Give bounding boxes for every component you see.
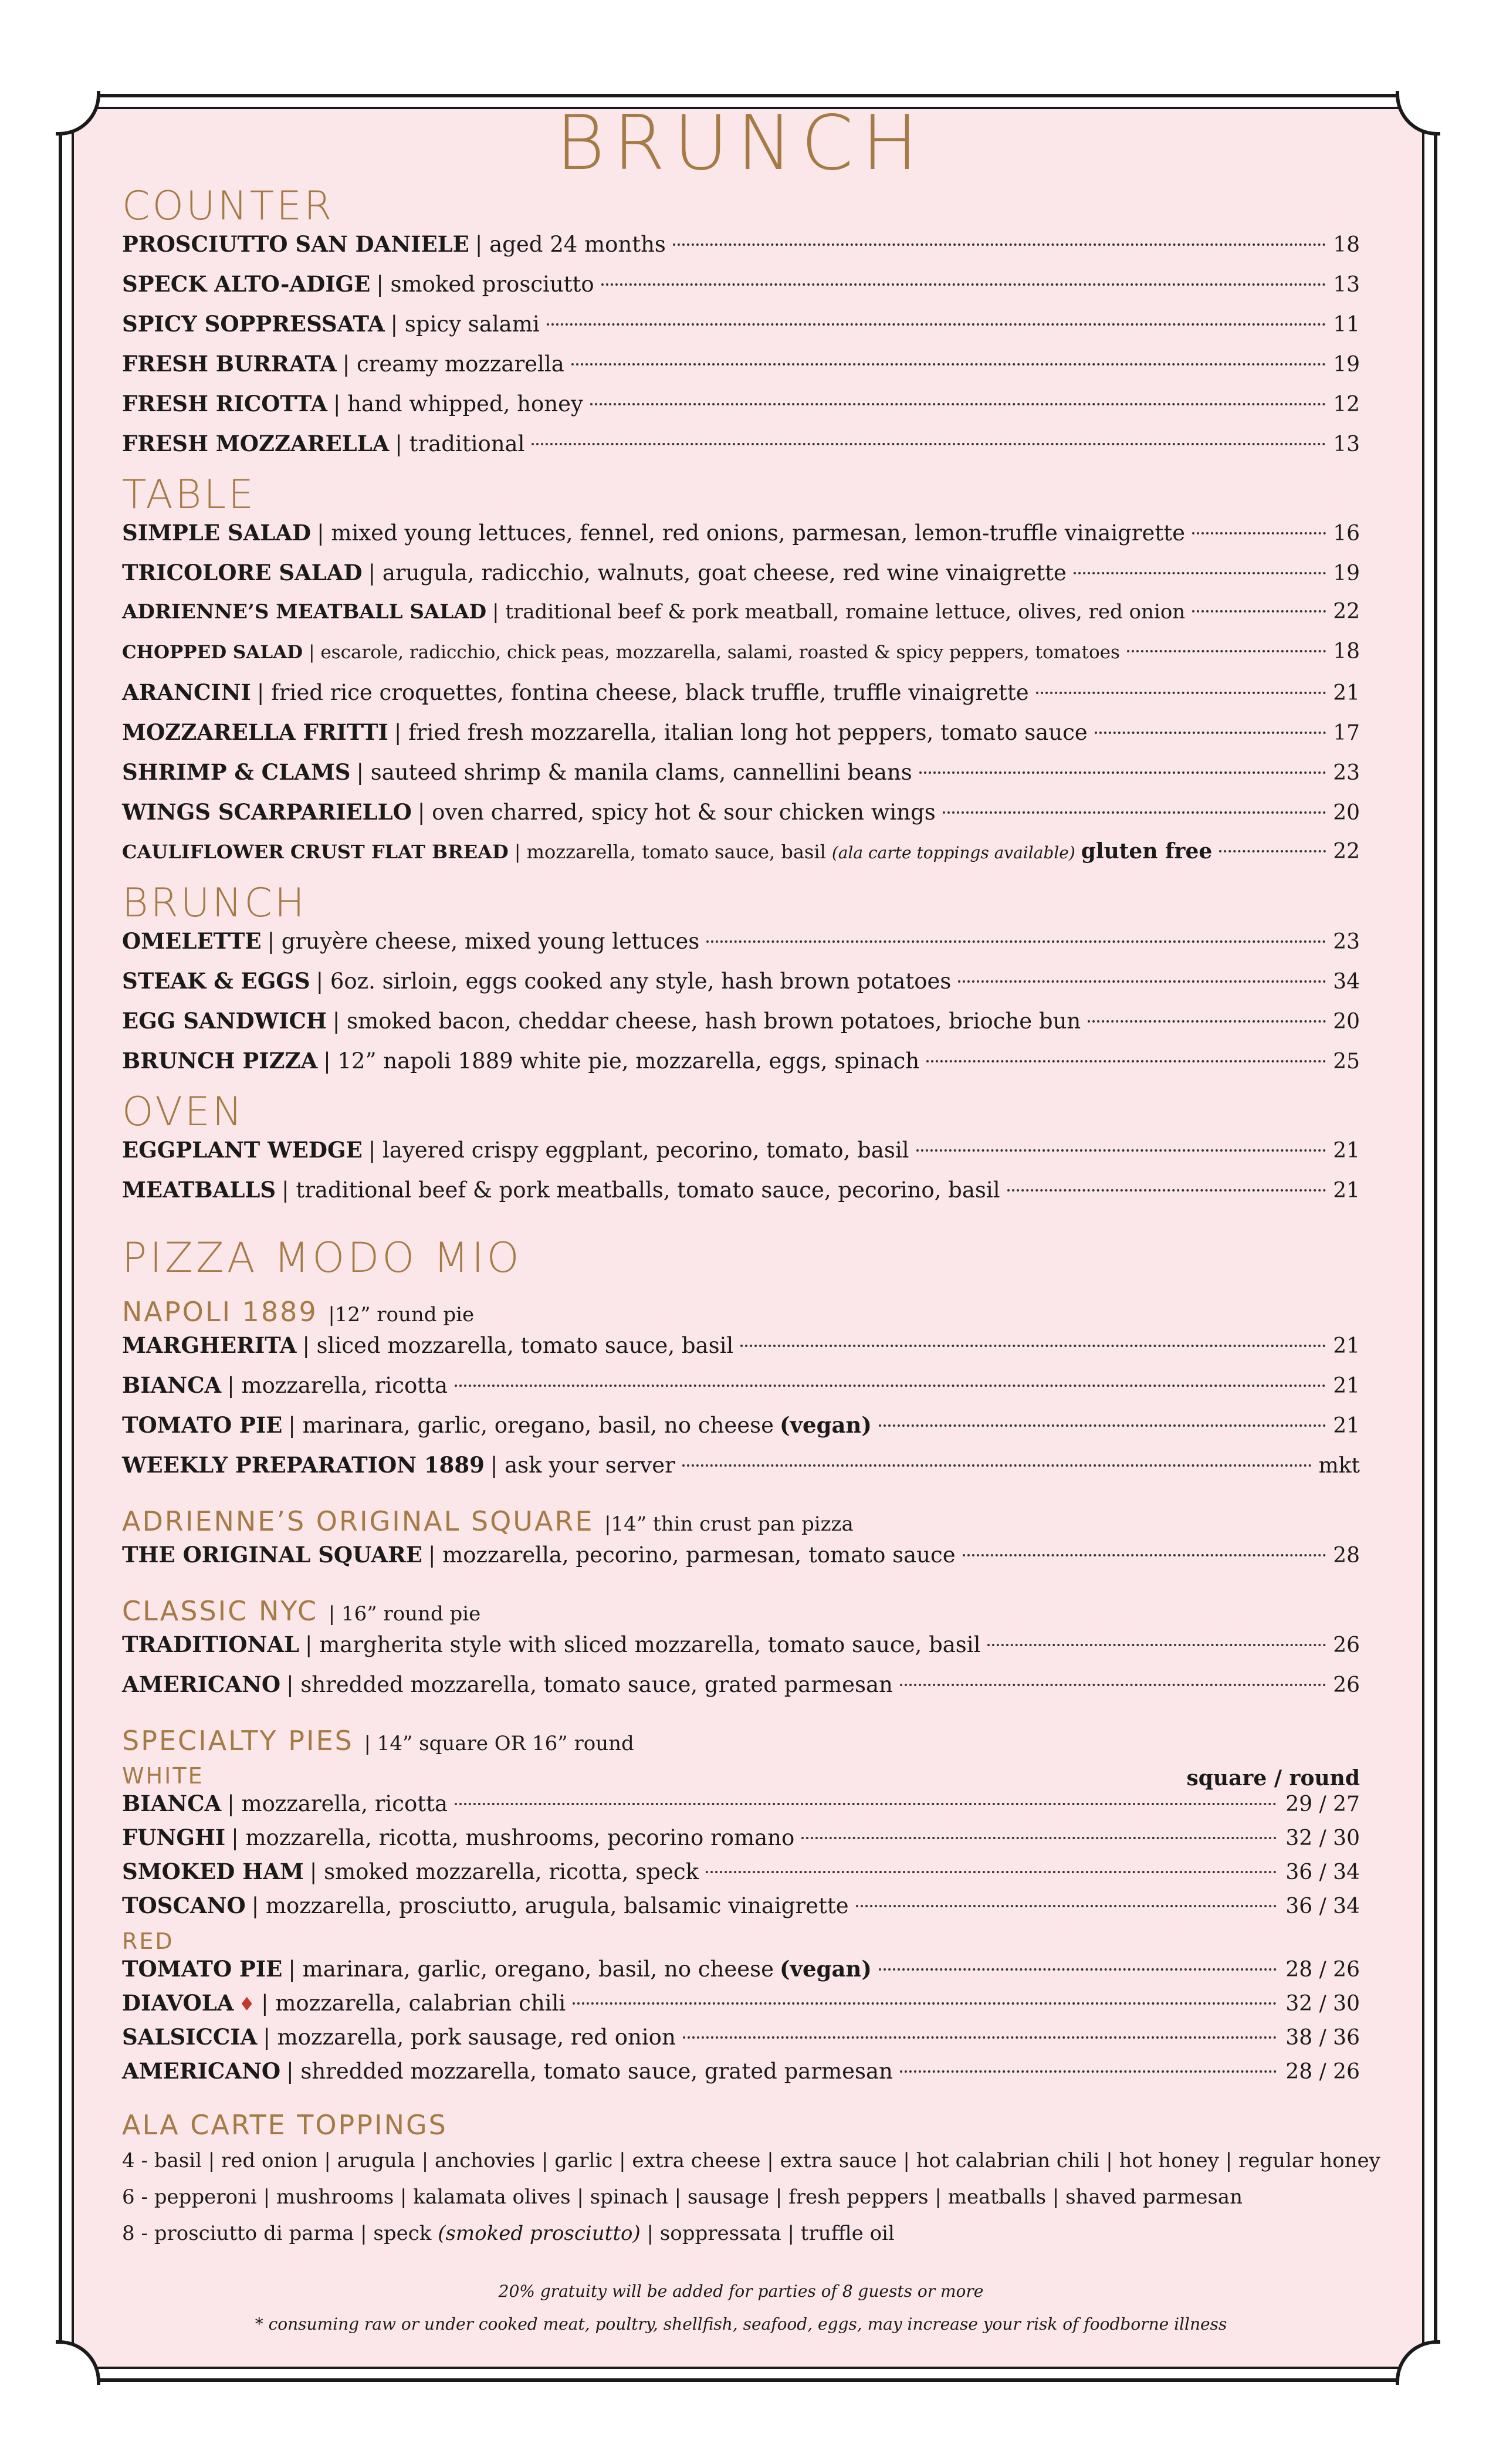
item-name: DIAVOLA	[122, 1990, 234, 2016]
vegan-tag: (vegan)	[780, 1412, 872, 1438]
item-name: AMERICANO	[122, 1671, 281, 1697]
nyc-heading: CLASSIC NYC	[122, 1595, 319, 1627]
item-price: 18	[1333, 639, 1360, 664]
menu-item	[122, 1956, 1360, 1990]
dot-leader	[601, 283, 1326, 286]
item-description: | smoked mozzarella, ricotta, speck	[309, 1859, 699, 1884]
item-description: | traditional beef & pork meatballs, tomato sauce, pecorino, basil	[282, 1177, 1000, 1203]
item-name: TRADITIONAL	[122, 1632, 299, 1657]
item-price: 26	[1333, 1673, 1360, 1697]
toppings-line-4: 4 - basil | red onion | arugula | anchovies | garlic | extra cheese | extra sauce | hot calabrian chili | hot honey | regular honey	[122, 2149, 1380, 2172]
subheading-napoli	[122, 1294, 1360, 1332]
napoli-note: |12” round pie	[328, 1303, 475, 1326]
dot-leader	[682, 1464, 1312, 1467]
item-name: SPECK ALTO-ADIGE	[122, 271, 371, 297]
item-description: | mozzarella, calabrian chili	[261, 1991, 566, 2016]
item-description: | mixed young lettuces, fennel, red onions, parmesan, lemon-truffle vinaigrette	[317, 520, 1186, 546]
menu-item	[122, 799, 1360, 839]
menu-item	[122, 968, 1360, 1008]
dot-leader	[1127, 650, 1326, 652]
section-heading-counter: COUNTER	[122, 183, 334, 229]
item-name: MEATBALLS	[122, 1177, 276, 1203]
item-description: | creamy mozzarella	[342, 351, 564, 377]
menu-item	[122, 351, 1360, 391]
item-price: 23	[1333, 761, 1360, 785]
white-label: WHITE	[122, 1763, 204, 1789]
menu-item	[122, 1671, 1360, 1711]
square-note: |14” thin crust pan pizza	[604, 1512, 854, 1536]
item-price: 13	[1333, 432, 1360, 456]
white-pies-list	[122, 1791, 1360, 1927]
item-name: ADRIENNE’S MEATBALL SALAD	[122, 600, 487, 624]
item-name: BRUNCH PIZZA	[122, 1048, 318, 1074]
item-name: TOMATO PIE	[122, 1412, 283, 1438]
dot-leader	[879, 1424, 1326, 1427]
item-description: | mozzarella, ricotta, mushrooms, pecorino romano	[231, 1825, 795, 1850]
item-description: | marinara, garlic, oregano, basil, no cheese	[288, 1413, 774, 1438]
item-description: | mozzarella, tomato sauce, basil	[514, 841, 826, 863]
menu-item	[122, 2058, 1360, 2092]
item-price: 34	[1333, 970, 1360, 994]
item-price: 21	[1333, 681, 1360, 705]
dot-leader	[573, 2002, 1277, 2005]
dot-leader	[1095, 732, 1326, 734]
oven-list	[122, 1137, 1360, 1217]
gratuity-note: 20% gratuity will be added for parties of 8 guests or more	[498, 2282, 984, 2301]
menu-item	[122, 1177, 1360, 1217]
item-description: | layered crispy eggplant, pecorino, tomato, basil	[368, 1138, 909, 1163]
item-name: BIANCA	[122, 1791, 222, 1816]
menu-item	[122, 1542, 1360, 1582]
red-pies-list	[122, 1956, 1360, 2092]
item-price: 16	[1333, 522, 1360, 546]
item-name: FRESH MOZZARELLA	[122, 431, 390, 456]
item-price: 20	[1333, 801, 1360, 825]
item-name: SIMPLE SALAD	[122, 520, 312, 546]
item-price: 28 / 26	[1285, 1958, 1360, 1982]
item-price: 22	[1333, 840, 1360, 864]
item-name: STEAK & EGGS	[122, 968, 310, 994]
item-description: | sauteed shrimp & manila clams, cannellini beans	[356, 760, 912, 785]
menu-item	[122, 719, 1360, 759]
food-safety-warning: * consuming raw or under cooked meat, poultry, shellfish, seafood, eggs, may increase your risk of foodborne illness	[255, 2314, 1227, 2334]
dot-leader	[801, 1837, 1277, 1839]
item-price: mkt	[1318, 1454, 1360, 1478]
item-description: | fried rice croquettes, fontina cheese, black truffle, truffle vinaigrette	[256, 680, 1029, 705]
section-heading-oven: OVEN	[122, 1089, 245, 1135]
napoli-heading: NAPOLI 1889	[122, 1296, 318, 1328]
menu-item	[122, 1791, 1360, 1825]
menu-title: BRUNCH	[556, 100, 926, 187]
dot-leader	[571, 363, 1326, 365]
item-name: CAULIFLOWER CRUST FLAT BREAD	[122, 841, 509, 863]
item-price: 25	[1333, 1050, 1360, 1074]
dot-leader	[683, 2036, 1277, 2039]
item-price: 18	[1333, 233, 1360, 257]
menu-item	[122, 1137, 1360, 1177]
item-price: 38 / 36	[1285, 2026, 1360, 2050]
menu-item	[122, 1632, 1360, 1671]
item-description: | sliced mozzarella, tomato sauce, basil	[302, 1333, 734, 1358]
item-name: WEEKLY PREPARATION 1889	[122, 1452, 485, 1478]
item-name: SHRIMP & CLAMS	[122, 759, 351, 785]
dot-leader	[900, 2070, 1277, 2073]
menu-item	[122, 560, 1360, 600]
dot-leader	[879, 1968, 1277, 1971]
item-price: 23	[1333, 930, 1360, 954]
item-name: FRESH BURRATA	[122, 351, 337, 377]
item-price: 21	[1333, 1179, 1360, 1203]
subheading-specialty-pies	[122, 1723, 1360, 1761]
menu-item	[122, 1990, 1360, 2024]
dot-leader	[1192, 532, 1326, 534]
dot-leader	[673, 243, 1326, 246]
spacer	[122, 2252, 1360, 2275]
subheading-toppings: ALA CARTE TOPPINGS	[122, 2109, 448, 2141]
item-price: 21	[1333, 1334, 1360, 1358]
item-name: SPICY SOPPRESSATA	[122, 311, 385, 337]
item-price: 21	[1333, 1414, 1360, 1438]
item-price: 22	[1333, 600, 1360, 624]
section-heading-brunch: BRUNCH	[122, 880, 307, 926]
white-header	[122, 1761, 1360, 1791]
item-description: | escarole, radicchio, chick peas, mozzarella, salami, roasted & spicy peppers, tomatoes	[309, 642, 1120, 663]
item-description: | arugula, radicchio, walnuts, goat cheese, red wine vinaigrette	[368, 560, 1067, 585]
item-description: | aged 24 months	[475, 232, 666, 257]
dot-leader	[1219, 850, 1326, 852]
menu-item	[122, 759, 1360, 799]
item-price: 32 / 30	[1285, 1826, 1360, 1850]
item-name: TRICOLORE SALAD	[122, 560, 363, 585]
item-price: 19	[1333, 353, 1360, 377]
square-heading: ADRIENNE’S ORIGINAL SQUARE	[122, 1505, 594, 1537]
item-name: MOZZARELLA FRITTI	[122, 719, 388, 745]
vegan-tag: (vegan)	[780, 1956, 872, 1982]
price-column-header: square / round	[1186, 1766, 1360, 1791]
item-name: CHOPPED SALAD	[122, 642, 303, 663]
item-description: | traditional	[395, 431, 525, 456]
menu-item	[122, 311, 1360, 351]
item-description: | oven charred, spicy hot & sour chicken wings	[417, 800, 936, 825]
item-price: 20	[1333, 1010, 1360, 1034]
item-description: | shredded mozzarella, tomato sauce, grated parmesan	[286, 1672, 893, 1697]
item-description: | mozzarella, ricotta	[227, 1791, 448, 1816]
dot-leader	[919, 771, 1326, 774]
subheading-classic-nyc	[122, 1593, 1360, 1632]
item-name: PROSCIUTTO SAN DANIELE	[122, 231, 469, 257]
item-description: | mozzarella, prosciutto, arugula, balsamic vinaigrette	[251, 1893, 849, 1918]
menu-item	[122, 600, 1360, 639]
menu-content	[122, 94, 1380, 2341]
item-price: 13	[1333, 273, 1360, 297]
dot-leader	[1007, 1189, 1326, 1192]
dot-leader	[1088, 1020, 1326, 1023]
menu-item	[122, 431, 1360, 471]
item-price: 12	[1333, 392, 1360, 417]
nyc-note: | 16” round pie	[328, 1602, 481, 1626]
item-description: | smoked bacon, cheddar cheese, hash brown potatoes, brioche bun	[332, 1008, 1081, 1034]
item-name: TOSCANO	[122, 1893, 246, 1918]
item-name: WINGS SCARPARIELLO	[122, 799, 412, 825]
menu-item	[122, 839, 1360, 879]
item-name: EGGPLANT WEDGE	[122, 1137, 363, 1163]
section-heading-pizza: PIZZA MODO MIO	[122, 1234, 522, 1282]
item-description: | mozzarella, pecorino, parmesan, tomato sauce	[428, 1542, 956, 1568]
item-name: ARANCINI	[122, 679, 251, 705]
menu-item	[122, 1008, 1360, 1048]
specialty-heading: SPECIALTY PIES	[122, 1725, 354, 1756]
napoli-list	[122, 1332, 1360, 1492]
dot-leader	[706, 940, 1326, 943]
item-description: | spicy salami	[390, 312, 540, 337]
item-price: 28	[1333, 1544, 1360, 1568]
item-name: SMOKED HAM	[122, 1859, 304, 1884]
item-description: | gruyère cheese, mixed young lettuces	[267, 929, 700, 954]
dot-leader	[1192, 610, 1326, 612]
menu-item	[122, 520, 1360, 560]
brunch-list	[122, 928, 1360, 1088]
menu-item	[122, 1412, 1360, 1452]
item-name: SALSICCIA	[122, 2024, 258, 2050]
item-note: (ala carte toppings available)	[831, 843, 1075, 862]
item-price: 28 / 26	[1285, 2060, 1360, 2084]
item-price: 11	[1333, 313, 1360, 337]
menu-item	[122, 679, 1360, 719]
menu-item	[122, 391, 1360, 431]
subheading-original-square	[122, 1504, 1360, 1542]
menu-item	[122, 1048, 1360, 1088]
item-name: FRESH RICOTTA	[122, 391, 327, 417]
dot-leader	[455, 1385, 1326, 1387]
menu-item	[122, 1332, 1360, 1372]
menu-item	[122, 639, 1360, 679]
item-name: THE ORIGINAL SQUARE	[122, 1542, 422, 1568]
item-description: | hand whipped, honey	[333, 391, 583, 417]
item-description: | smoked prosciutto	[376, 272, 594, 297]
item-description: | fried fresh mozzarella, italian long hot peppers, tomato sauce	[394, 720, 1088, 745]
menu-item	[122, 1825, 1360, 1859]
dot-leader	[916, 1149, 1326, 1152]
dot-leader	[590, 403, 1326, 405]
item-price: 36 / 34	[1285, 1894, 1360, 1918]
menu-item	[122, 1452, 1360, 1492]
dot-leader	[1036, 692, 1326, 694]
dot-leader	[740, 1345, 1326, 1347]
item-price: 17	[1333, 721, 1360, 745]
item-description: | 6oz. sirloin, eggs cooked any style, hash brown potatoes	[316, 969, 952, 994]
item-description: | mozzarella, pork sausage, red onion	[263, 2025, 676, 2050]
item-description: | marinara, garlic, oregano, basil, no cheese	[288, 1957, 774, 1982]
menu-item	[122, 928, 1360, 968]
item-description: | traditional beef & pork meatball, romaine lettuce, olives, red onion	[492, 600, 1186, 624]
item-name: AMERICANO	[122, 2058, 281, 2084]
item-name: BIANCA	[122, 1372, 222, 1398]
item-name: TOMATO PIE	[122, 1956, 283, 1982]
chili-pepper-icon: ♦	[238, 1993, 256, 2015]
item-price: 29 / 27	[1285, 1792, 1360, 1816]
counter-list	[122, 231, 1360, 471]
item-name: FUNGHI	[122, 1825, 226, 1850]
dot-leader	[856, 1905, 1277, 1907]
item-description: | mozzarella, ricotta	[227, 1373, 448, 1398]
toppings-line-8-end: | soppressata | truffle oil	[640, 2222, 895, 2245]
toppings-line-8-note: (smoked prosciutto)	[438, 2222, 641, 2245]
dot-leader	[926, 1060, 1326, 1062]
dot-leader	[706, 1871, 1277, 1873]
dot-leader	[963, 1554, 1326, 1556]
menu-item	[122, 271, 1360, 311]
menu-item	[122, 1859, 1360, 1893]
item-price: 36 / 34	[1285, 1860, 1360, 1884]
item-description: | margherita style with sliced mozzarella, tomato sauce, basil	[305, 1632, 981, 1657]
menu-item	[122, 1372, 1360, 1412]
item-name: OMELETTE	[122, 928, 262, 954]
specialty-note: | 14” square OR 16” round	[364, 1732, 634, 1755]
menu-item	[122, 1893, 1360, 1927]
toppings-line-8-start: 8 - prosciutto di parma | speck	[122, 2222, 438, 2245]
toppings-line-6: 6 - pepperoni | mushrooms | kalamata olives | spinach | sausage | fresh peppers | meatballs | shaved parmesan	[122, 2185, 1243, 2209]
nyc-list	[122, 1632, 1360, 1711]
menu-item	[122, 231, 1360, 271]
table-list	[122, 520, 1360, 879]
item-description: | shredded mozzarella, tomato sauce, grated parmesan	[286, 2059, 893, 2084]
dot-leader	[900, 1684, 1326, 1686]
item-price: 21	[1333, 1139, 1360, 1163]
item-name: MARGHERITA	[122, 1332, 297, 1358]
dot-leader	[1074, 572, 1326, 574]
dot-leader	[455, 1803, 1277, 1805]
dot-leader	[987, 1644, 1326, 1646]
dot-leader	[547, 323, 1326, 326]
menu-item	[122, 2024, 1360, 2058]
square-list	[122, 1542, 1360, 1582]
item-price: 21	[1333, 1374, 1360, 1398]
item-price: 26	[1333, 1633, 1360, 1657]
gluten-free-tag: gluten free	[1081, 839, 1213, 864]
item-price: 32 / 30	[1285, 1992, 1360, 2016]
dot-leader	[943, 811, 1326, 814]
dot-leader	[958, 980, 1326, 983]
toppings-line-8	[122, 2215, 1360, 2252]
section-heading-table: TABLE	[122, 472, 256, 518]
item-name: EGG SANDWICH	[122, 1008, 327, 1034]
item-description: | 12” napoli 1889 white pie, mozzarella, eggs, spinach	[323, 1048, 920, 1074]
item-price: 19	[1333, 561, 1360, 585]
red-label: RED	[122, 1928, 174, 1954]
dot-leader	[532, 443, 1326, 445]
item-description: | ask your server	[490, 1453, 675, 1478]
